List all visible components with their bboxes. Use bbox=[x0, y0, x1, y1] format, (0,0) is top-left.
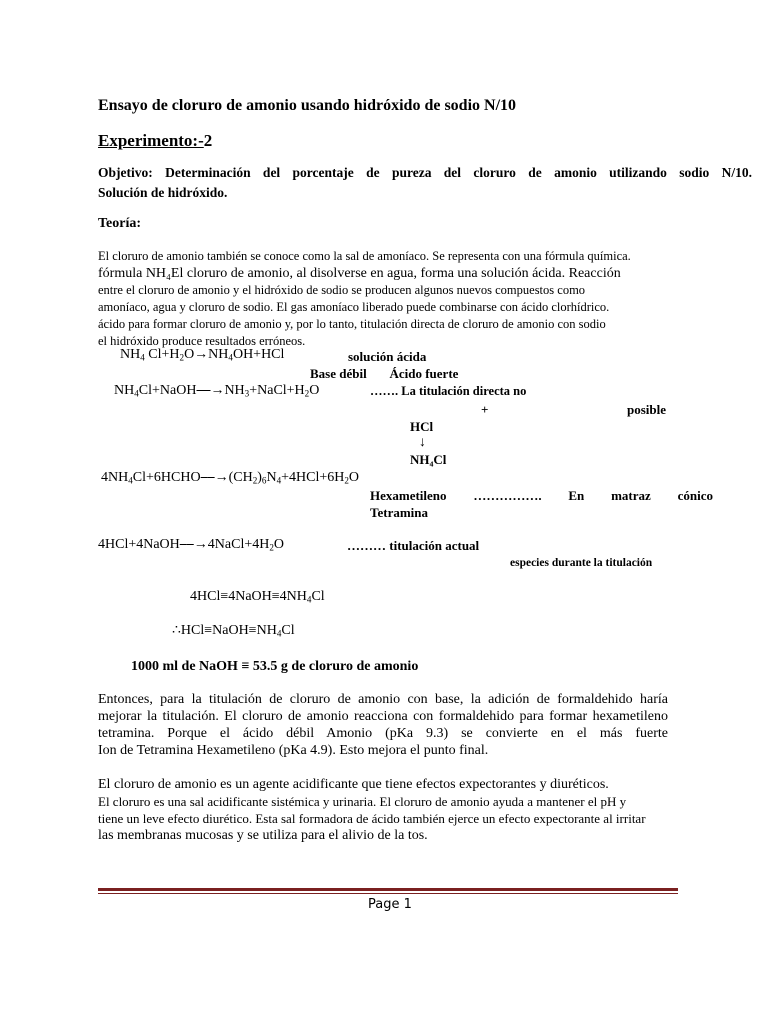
document-title: Ensayo de cloruro de amonio usando hidróxido de sodio N/10 bbox=[98, 97, 517, 114]
theory-paragraph bbox=[98, 248, 688, 350]
equation-5: $4HCl\equiv 4NaOH\equiv 4NH_4Cl$ bbox=[190, 589, 325, 605]
nh4cl-label: NH₄Cl bbox=[410, 452, 447, 467]
theory-heading: Teoría: bbox=[98, 216, 142, 231]
theory-line: ácido para formar cloruro de amonio y, por lo tanto, titulación directa de cloruro de amonio con sodio bbox=[98, 317, 606, 331]
hcl-label: HCl bbox=[410, 419, 434, 434]
acid-solution-label: solución ácida bbox=[348, 349, 427, 364]
tetramine-label: Tetramina bbox=[370, 505, 429, 520]
paragraph-line: Entonces, para la titulación de cloruro de amonio con base, la adición de formaldehido haría bbox=[98, 692, 668, 707]
hexa-word: ……………. bbox=[473, 488, 542, 503]
equation-3: $4NH_4Cl+6HCHO⎯⎯\to(CH_2)_6N_4+4HCl+6H_2O$ bbox=[101, 470, 360, 486]
paragraph-line: las membranas mucosas y se utiliza para el alivio de la tos. bbox=[98, 828, 428, 843]
experiment-label: Experimento:- bbox=[98, 131, 204, 150]
hexa-word: cónico bbox=[677, 488, 713, 503]
equation-2: $NH_4Cl+NaOH⎯⎯\to NH_3+NaCl+H_2O$ bbox=[114, 383, 320, 399]
species-label: especies durante la titulación bbox=[510, 557, 653, 569]
direct-titulation-label: ……. La titulación directa no bbox=[370, 384, 527, 398]
paragraph-line: El cloruro de amonio es un agente acidificante que tiene efectos expectorantes y diuréticos. bbox=[98, 777, 609, 792]
equation-4: $4HCl+4NaOH⎯⎯\to 4NaCl+4H_2O$ bbox=[98, 537, 285, 553]
actual-titulation-label: ……… titulación actual bbox=[347, 538, 480, 553]
theory-line: fórmula NH₄El cloruro de amonio, al disolverse en agua, forma una solución ácida. Reacción bbox=[98, 266, 621, 281]
equation-6: $\therefore HCl\equiv NaOH\equiv NH_4Cl$ bbox=[172, 623, 295, 639]
weak-base-strong-acid bbox=[310, 366, 458, 382]
objective-line-1 bbox=[98, 165, 752, 181]
equation-1: $NH_4$ $Cl+H_2O\to NH_4OH+HCl$ bbox=[120, 347, 285, 363]
objective-text: Determinación del porcentaje de pureza del cloruro de amonio utilizando sodio N/10. bbox=[165, 165, 753, 180]
paragraph-line: mejorar la titulación. El cloruro de amonio reacciona con formaldehido para formar hexametileno bbox=[98, 709, 668, 724]
down-arrow-icon: ↓ bbox=[419, 435, 426, 450]
hexamethylene-line bbox=[370, 488, 713, 504]
weak-base-label: Base débil bbox=[310, 366, 367, 381]
objective-label: Objetivo: bbox=[98, 165, 153, 180]
theory-line: amoníaco, agua y cloruro de sodio. El gas amoníaco liberado puede combinarse con ácido clorhídrico. bbox=[98, 300, 610, 314]
footer-rule-thin bbox=[98, 893, 678, 894]
plus-sign: + bbox=[481, 402, 489, 417]
page-number: Page 1 bbox=[368, 897, 412, 912]
formaldehyde-paragraph bbox=[98, 691, 668, 759]
theory-line: el hidróxido produce resultados erróneos. bbox=[98, 334, 306, 348]
paragraph-line: Ion de Tetramina Hexametileno (pKa 4.9). Esto mejora el punto final. bbox=[98, 743, 489, 758]
hexa-word: En bbox=[568, 488, 585, 503]
uses-paragraph bbox=[98, 776, 708, 844]
paragraph-line: tetramina. Porque el ácido débil Amonio (pKa 9.3) se convierte en el más fuerte bbox=[98, 726, 668, 741]
objective-line-2: Solución de hidróxido. bbox=[98, 185, 228, 200]
footer-rule-thick bbox=[98, 888, 678, 891]
experiment-number: 2 bbox=[203, 131, 213, 150]
hexa-word: matraz bbox=[611, 488, 651, 503]
hexa-word: Hexametileno bbox=[370, 488, 447, 503]
paragraph-line: tiene un leve efecto diurético. Esta sal formadora de ácido también ejerce un efecto expectorante al irritar bbox=[98, 811, 646, 826]
paragraph-line: El cloruro es una sal acidificante sistémica y urinaria. El cloruro de amonio ayuda a mantener el pH y bbox=[98, 794, 627, 809]
posible-label: posible bbox=[627, 402, 667, 417]
experiment-heading bbox=[98, 131, 212, 151]
theory-line: El cloruro de amonio también se conoce como la sal de amoníaco. Se representa con una fórmula química. bbox=[98, 249, 631, 263]
equivalence-relation: 1000 ml de NaOH ≡ 53.5 g de cloruro de amonio bbox=[131, 659, 419, 674]
theory-line: entre el cloruro de amonio y el hidróxido de sodio se producen algunos nuevos compuestos como bbox=[98, 283, 586, 297]
strong-acid-label: Ácido fuerte bbox=[389, 366, 459, 381]
